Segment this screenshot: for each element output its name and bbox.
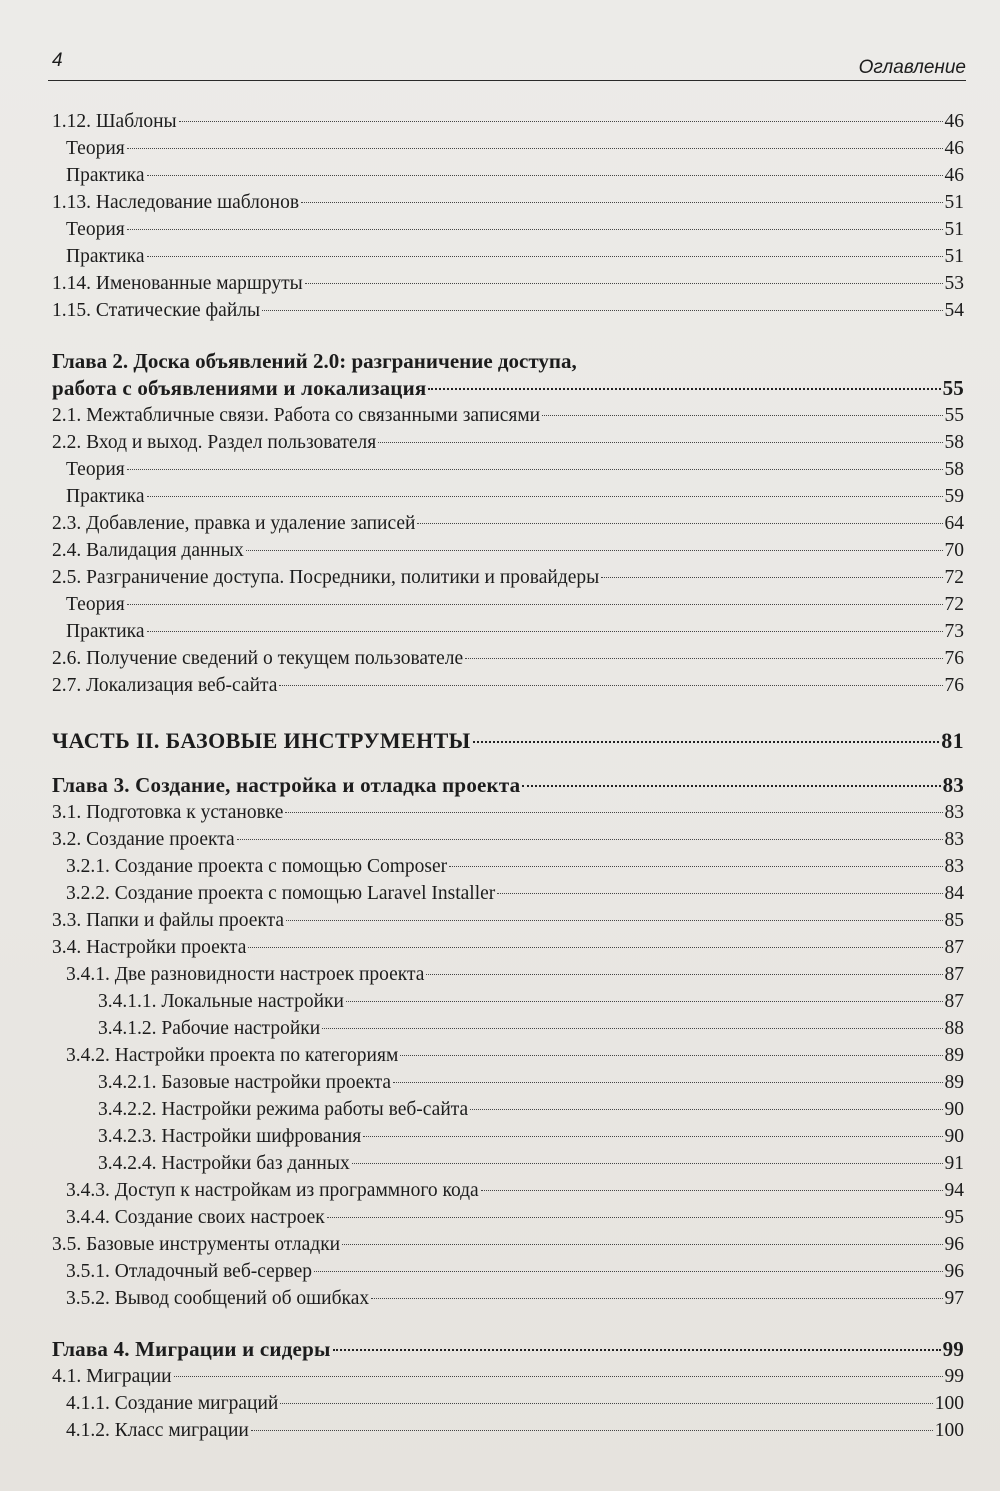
dot-leader	[481, 1190, 943, 1191]
toc-entry-title: 3.2.2. Создание проекта с помощью Laravel Installer	[66, 883, 496, 904]
dot-leader	[352, 1163, 943, 1164]
toc-entry[interactable]	[48, 270, 964, 297]
toc-entry-page: 51	[944, 246, 964, 267]
toc-entry-title: Практика	[66, 246, 145, 267]
dot-leader	[147, 256, 943, 257]
toc-entry[interactable]	[48, 1285, 964, 1312]
dot-leader	[127, 604, 943, 605]
chapter-2-title-line1: Глава 2. Доска объявлений 2.0: разграничение доступа,	[52, 349, 577, 373]
toc-entry[interactable]	[48, 537, 964, 564]
toc-entry[interactable]	[48, 429, 964, 456]
chapter-2-title-line2: работа с объявлениями и локализация	[52, 376, 427, 400]
dot-leader	[285, 812, 942, 813]
dot-leader	[179, 121, 943, 122]
toc-entry[interactable]	[48, 162, 964, 189]
toc-entry-title: 4.1. Миграции	[52, 1366, 172, 1387]
dot-leader	[127, 469, 943, 470]
toc-entry-title: 3.2. Создание проекта	[52, 829, 235, 850]
toc-section-chapter1-tail	[48, 108, 964, 324]
toc-entry-page: 100	[934, 1393, 964, 1414]
toc-entry-page: 94	[944, 1180, 964, 1201]
toc-entry[interactable]	[48, 297, 964, 324]
dot-leader	[449, 866, 942, 867]
dot-leader	[147, 496, 943, 497]
dot-leader	[371, 1298, 942, 1299]
toc-entry-page: 96	[944, 1261, 964, 1282]
dot-leader	[237, 839, 943, 840]
toc-entry[interactable]	[48, 456, 964, 483]
dot-leader	[279, 685, 942, 686]
toc-entry-page: 72	[944, 594, 964, 615]
dot-leader	[342, 1244, 942, 1245]
toc-entry-page: 59	[944, 486, 964, 507]
toc-entry-page: 58	[944, 432, 964, 453]
toc-entry-page: 55	[944, 405, 964, 426]
dot-leader	[280, 1403, 932, 1404]
toc-entry-title: 3.5.1. Отладочный веб-сервер	[66, 1261, 313, 1282]
toc-entry-page: 51	[944, 192, 964, 213]
toc-entry-page: 85	[944, 910, 964, 931]
toc-entry-title: 3.4.4. Создание своих настроек	[66, 1207, 325, 1228]
toc-entry-title: 3.4.2.1. Базовые настройки проекта	[98, 1072, 392, 1093]
dot-leader	[393, 1082, 942, 1083]
dot-leader	[400, 1055, 942, 1056]
toc-entry[interactable]	[48, 1231, 964, 1258]
toc-entry[interactable]	[48, 880, 964, 907]
running-title: Оглавление	[858, 57, 966, 78]
toc-entry-page: 76	[944, 675, 964, 696]
dot-leader	[378, 442, 942, 443]
toc-chapter-3[interactable]	[48, 772, 964, 799]
toc-entry-title: Практика	[66, 486, 145, 507]
toc-entry	[48, 375, 964, 402]
toc-entry-title: 3.4. Настройки проекта	[52, 937, 247, 958]
dot-leader	[147, 631, 943, 632]
toc-entry-page: 90	[944, 1126, 964, 1147]
toc-entry[interactable]	[48, 1363, 964, 1390]
toc-entry-title: 2.5. Разграничение доступа. Посредники, политики и провайдеры	[52, 567, 600, 588]
toc-entry[interactable]	[48, 645, 964, 672]
toc-entry-page: 70	[944, 540, 964, 561]
toc-entry[interactable]	[48, 1042, 964, 1069]
toc-entry[interactable]	[48, 988, 964, 1015]
toc-section-chapter3	[48, 799, 964, 1312]
table-of-contents	[48, 108, 964, 1444]
toc-entry-title: 3.3. Папки и файлы проекта	[52, 910, 285, 931]
toc-entry-title: 2.2. Вход и выход. Раздел пользователя	[52, 432, 377, 453]
dot-leader	[333, 1349, 941, 1351]
dot-leader	[542, 415, 942, 416]
toc-entry-title: 1.14. Именованные маршруты	[52, 273, 303, 294]
running-header	[48, 50, 966, 81]
toc-entry-page: 46	[944, 138, 964, 159]
dot-leader	[497, 893, 942, 894]
toc-chapter-2[interactable]	[48, 348, 964, 402]
toc-entry-page: 83	[944, 856, 964, 877]
toc-entry-title: 2.6. Получение сведений о текущем пользователе	[52, 648, 464, 669]
toc-entry-title: 2.7. Локализация веб-сайта	[52, 675, 278, 696]
toc-entry[interactable]	[48, 564, 964, 591]
toc-entry-page: 89	[944, 1045, 964, 1066]
toc-entry-title: 4.1.1. Создание миграций	[66, 1393, 279, 1414]
toc-entry[interactable]	[48, 591, 964, 618]
dot-leader	[314, 1271, 942, 1272]
toc-entry-page: 53	[944, 273, 964, 294]
chapter-2-page: 55	[942, 376, 964, 400]
dot-leader	[322, 1028, 942, 1029]
toc-entry-page: 99	[944, 1366, 964, 1387]
toc-entry-title: 3.4.1.2. Рабочие настройки	[98, 1018, 321, 1039]
toc-entry[interactable]	[48, 216, 964, 243]
toc-entry[interactable]	[48, 135, 964, 162]
dot-leader	[470, 1109, 942, 1110]
part-2-title: ЧАСТЬ II. БАЗОВЫЕ ИНСТРУМЕНТЫ	[52, 728, 471, 753]
toc-entry[interactable]	[48, 618, 964, 645]
toc-entry-page: 96	[944, 1234, 964, 1255]
toc-entry[interactable]	[48, 853, 964, 880]
toc-entry-title: 2.4. Валидация данных	[52, 540, 244, 561]
toc-entry-title: 2.3. Добавление, правка и удаление записей	[52, 513, 416, 534]
dot-leader	[174, 1376, 943, 1377]
dot-leader	[346, 1001, 943, 1002]
toc-entry[interactable]	[48, 402, 964, 429]
toc-entry-page: 91	[944, 1153, 964, 1174]
dot-leader	[522, 785, 940, 787]
toc-entry-page: 83	[944, 829, 964, 850]
dot-leader	[428, 388, 940, 390]
dot-leader	[473, 741, 940, 743]
dot-leader	[262, 310, 942, 311]
toc-entry[interactable]	[48, 1015, 964, 1042]
toc-entry-title: 3.5.2. Вывод сообщений об ошибках	[66, 1288, 370, 1309]
toc-section-chapter2	[48, 402, 964, 699]
toc-entry-page: 95	[944, 1207, 964, 1228]
toc-entry-title: Практика	[66, 165, 145, 186]
toc-entry-page: 51	[944, 219, 964, 240]
toc-entry-page: 83	[944, 802, 964, 823]
dot-leader	[127, 229, 943, 230]
toc-entry-title: 3.4.2.2. Настройки режима работы веб-сайта	[98, 1099, 469, 1120]
toc-entry-page: 90	[944, 1099, 964, 1120]
toc-entry-title: 3.2.1. Создание проекта с помощью Composer	[66, 856, 448, 877]
toc-entry[interactable]	[48, 1150, 964, 1177]
toc-entry-page: 46	[944, 111, 964, 132]
toc-entry-page: 84	[944, 883, 964, 904]
toc-entry[interactable]	[48, 483, 964, 510]
toc-entry-page: 76	[944, 648, 964, 669]
toc-entry-title: 3.4.2.3. Настройки шифрования	[98, 1126, 362, 1147]
toc-entry-page: 87	[944, 991, 964, 1012]
toc-entry-page: 87	[944, 964, 964, 985]
toc-entry-title: Теория	[66, 594, 125, 615]
toc-entry-page: 73	[944, 621, 964, 642]
toc-entry[interactable]	[48, 907, 964, 934]
dot-leader	[127, 148, 943, 149]
toc-entry-title: 4.1.2. Класс миграции	[66, 1420, 249, 1441]
toc-entry-title: Теория	[66, 459, 125, 480]
toc-entry[interactable]	[48, 1069, 964, 1096]
chapter-4-title: Глава 4. Миграции и сидеры	[52, 1337, 331, 1361]
toc-entry-page: 97	[944, 1288, 964, 1309]
dot-leader	[601, 577, 942, 578]
toc-entry-title: 3.4.2.4. Настройки баз данных	[98, 1153, 350, 1174]
toc-entry-title: Теория	[66, 138, 125, 159]
toc-entry[interactable]	[48, 1096, 964, 1123]
dot-leader	[327, 1217, 943, 1218]
dot-leader	[305, 283, 943, 284]
toc-entry[interactable]	[48, 1204, 964, 1231]
toc-entry-title: 3.5. Базовые инструменты отладки	[52, 1234, 341, 1255]
toc-entry[interactable]	[48, 243, 964, 270]
toc-entry[interactable]	[48, 1177, 964, 1204]
toc-entry[interactable]	[48, 934, 964, 961]
toc-entry-title: 1.13. Наследование шаблонов	[52, 192, 300, 213]
toc-entry-page: 72	[944, 567, 964, 588]
toc-entry[interactable]	[48, 1417, 964, 1444]
toc-entry[interactable]	[48, 108, 964, 135]
chapter-3-title: Глава 3. Создание, настройка и отладка проекта	[52, 773, 521, 797]
dot-leader	[426, 974, 942, 975]
page-number: 4	[52, 50, 63, 71]
dot-leader	[246, 550, 943, 551]
dot-leader	[465, 658, 942, 659]
dot-leader	[248, 947, 942, 948]
toc-entry-title: 3.4.2. Настройки проекта по категориям	[66, 1045, 399, 1066]
toc-entry-title: 3.1. Подготовка к установке	[52, 802, 284, 823]
dot-leader	[363, 1136, 942, 1137]
toc-chapter-4[interactable]	[48, 1336, 964, 1363]
part-2-page: 81	[941, 728, 964, 753]
toc-entry-title: 1.15. Статические файлы	[52, 300, 261, 321]
toc-entry-page: 87	[944, 937, 964, 958]
toc-part-2[interactable]	[48, 727, 964, 754]
toc-entry-title: 1.12. Шаблоны	[52, 111, 177, 132]
toc-entry[interactable]	[48, 672, 964, 699]
toc-entry-page: 100	[934, 1420, 964, 1441]
toc-entry-page: 88	[944, 1018, 964, 1039]
dot-leader	[251, 1430, 933, 1431]
toc-entry[interactable]	[48, 1390, 964, 1417]
toc-entry-page: 54	[944, 300, 964, 321]
dot-leader	[301, 202, 942, 203]
toc-entry-title: 2.1. Межтабличные связи. Работа со связанными записями	[52, 405, 541, 426]
toc-section-chapter4	[48, 1363, 964, 1444]
chapter-3-page: 83	[942, 773, 964, 797]
toc-entry-title: 3.4.1.1. Локальные настройки	[98, 991, 344, 1012]
toc-entry-title: Теория	[66, 219, 125, 240]
toc-entry-page: 46	[944, 165, 964, 186]
toc-entry-page: 89	[944, 1072, 964, 1093]
toc-entry[interactable]	[48, 826, 964, 853]
toc-entry-title: 3.4.3. Доступ к настройкам из программного кода	[66, 1180, 479, 1201]
chapter-4-page: 99	[942, 1337, 964, 1361]
toc-entry-title: Практика	[66, 621, 145, 642]
dot-leader	[417, 523, 942, 524]
toc-entry[interactable]	[48, 1123, 964, 1150]
dot-leader	[286, 920, 942, 921]
toc-entry[interactable]	[48, 189, 964, 216]
toc-entry[interactable]	[48, 510, 964, 537]
toc-entry-page: 64	[944, 513, 964, 534]
toc-entry-page: 58	[944, 459, 964, 480]
dot-leader	[147, 175, 943, 176]
toc-entry[interactable]	[48, 1258, 964, 1285]
toc-entry[interactable]	[48, 799, 964, 826]
toc-entry-title: 3.4.1. Две разновидности настроек проекта	[66, 964, 425, 985]
toc-entry[interactable]	[48, 961, 964, 988]
